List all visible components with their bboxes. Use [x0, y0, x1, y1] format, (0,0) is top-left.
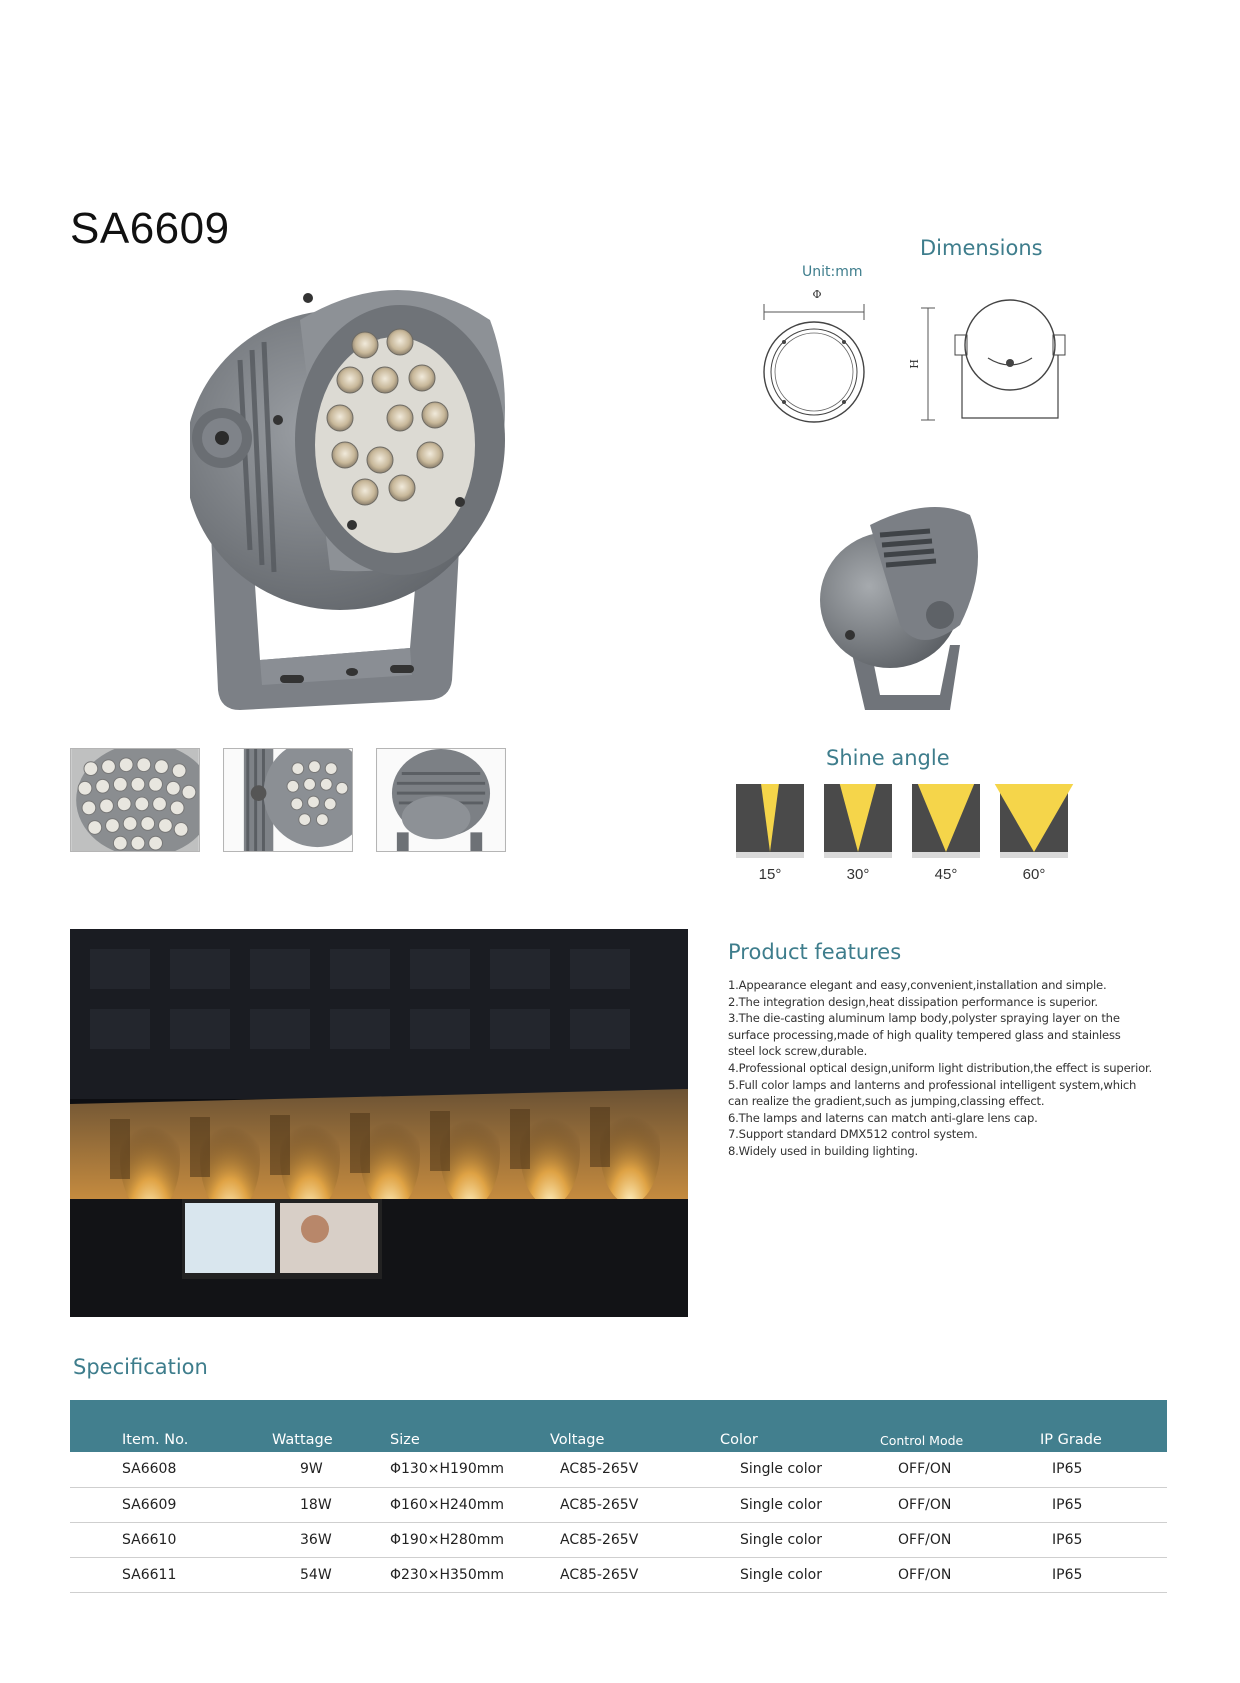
- column-header: Size: [390, 1432, 420, 1448]
- dimension-drawing: [750, 290, 1080, 440]
- table-cell: SA6609: [70, 1487, 260, 1522]
- product-title: SA6609: [70, 204, 230, 253]
- thumbnail-side-view: [223, 748, 353, 852]
- beam-angle-label: 60°: [1022, 866, 1046, 883]
- column-header: Voltage: [550, 1432, 605, 1448]
- feature-line: 8.Widely used in building lighting.: [728, 1143, 919, 1158]
- thumbnail-rear-view: [376, 748, 506, 852]
- table-cell: Φ160×H240mm: [390, 1487, 550, 1522]
- table-cell: 54W: [260, 1557, 390, 1592]
- feature-line: 6.The lamps and laterns can match anti-glare lens cap.: [728, 1110, 1038, 1125]
- beam-base: [912, 852, 980, 858]
- table-cell: Φ190×H280mm: [390, 1522, 550, 1557]
- specification-title: Specification: [73, 1355, 208, 1379]
- application-photo: [70, 929, 688, 1317]
- beam-base: [736, 852, 804, 858]
- features-title: Product features: [728, 940, 902, 964]
- table-cell: OFF/ON: [880, 1487, 1040, 1522]
- table-cell: IP65: [1040, 1557, 1167, 1592]
- h-label: H: [908, 359, 921, 369]
- feature-line: surface processing,made of high quality tempered glass and stainless: [728, 1027, 1121, 1042]
- main-product-image: [190, 280, 550, 720]
- table-cell: IP65: [1040, 1487, 1167, 1522]
- table-row: [70, 1522, 1167, 1557]
- beam-angle-label: 15°: [758, 866, 782, 883]
- features-list: [728, 977, 1168, 1160]
- table-row: [70, 1557, 1167, 1592]
- table-cell: SA6608: [70, 1452, 260, 1487]
- table-cell: 18W: [260, 1487, 390, 1522]
- table-cell: Φ230×H350mm: [390, 1557, 550, 1592]
- beam-angle-label: 45°: [934, 866, 958, 883]
- side-product-image: [810, 505, 1010, 715]
- feature-line: 1.Appearance elegant and easy,convenient,installation and simple.: [728, 978, 1107, 992]
- table-row: [70, 1452, 1167, 1487]
- column-header: Wattage: [272, 1432, 333, 1448]
- column-header: Control Mode: [880, 1433, 964, 1448]
- table-cell: AC85-265V: [550, 1452, 720, 1487]
- feature-line: 2.The integration design,heat dissipation performance is superior.: [728, 994, 1098, 1009]
- table-cell: Φ130×H190mm: [390, 1452, 550, 1487]
- shine-angle-title: Shine angle: [826, 746, 950, 770]
- feature-line: 7.Support standard DMX512 control system.: [728, 1127, 978, 1142]
- table-cell: 9W: [260, 1452, 390, 1487]
- beam-base: [1000, 852, 1068, 858]
- specification-table: [70, 1400, 1167, 1593]
- table-cell: AC85-265V: [550, 1487, 720, 1522]
- table-cell: OFF/ON: [880, 1452, 1040, 1487]
- table-cell: Single color: [720, 1452, 880, 1487]
- beam-angle-label: 30°: [846, 866, 870, 883]
- feature-line: can realize the gradient,such as jumping,classing effect.: [728, 1094, 1045, 1109]
- feature-line: 4.Professional optical design,uniform light distribution,the effect is superior.: [728, 1060, 1152, 1075]
- table-cell: Single color: [720, 1487, 880, 1522]
- table-cell: 36W: [260, 1522, 390, 1557]
- beam-angle-diagram: [736, 784, 1076, 864]
- feature-line: steel lock screw,durable.: [728, 1044, 868, 1059]
- table-cell: IP65: [1040, 1452, 1167, 1487]
- table-cell: AC85-265V: [550, 1557, 720, 1592]
- table-cell: IP65: [1040, 1522, 1167, 1557]
- table-header-row: [70, 1400, 1167, 1452]
- feature-line: 3.The die-casting aluminum lamp body,polyster spraying layer on the: [728, 1011, 1120, 1026]
- column-header: IP Grade: [1040, 1432, 1102, 1448]
- phi-label: Φ: [812, 290, 822, 301]
- table-cell: Single color: [720, 1522, 880, 1557]
- unit-label: Unit:mm: [802, 264, 863, 280]
- table-cell: OFF/ON: [880, 1557, 1040, 1592]
- table-cell: SA6611: [70, 1557, 260, 1592]
- beam-base: [824, 852, 892, 858]
- column-header: Color: [720, 1432, 758, 1448]
- column-header: Item. No.: [122, 1432, 189, 1448]
- thumbnail-led-array: [70, 748, 200, 852]
- table-cell: Single color: [720, 1557, 880, 1592]
- table-cell: SA6610: [70, 1522, 260, 1557]
- table-row: [70, 1487, 1167, 1522]
- feature-line: 5.Full color lamps and lanterns and professional intelligent system,which: [728, 1077, 1137, 1092]
- dimensions-title: Dimensions: [920, 236, 1043, 260]
- table-cell: AC85-265V: [550, 1522, 720, 1557]
- table-cell: OFF/ON: [880, 1522, 1040, 1557]
